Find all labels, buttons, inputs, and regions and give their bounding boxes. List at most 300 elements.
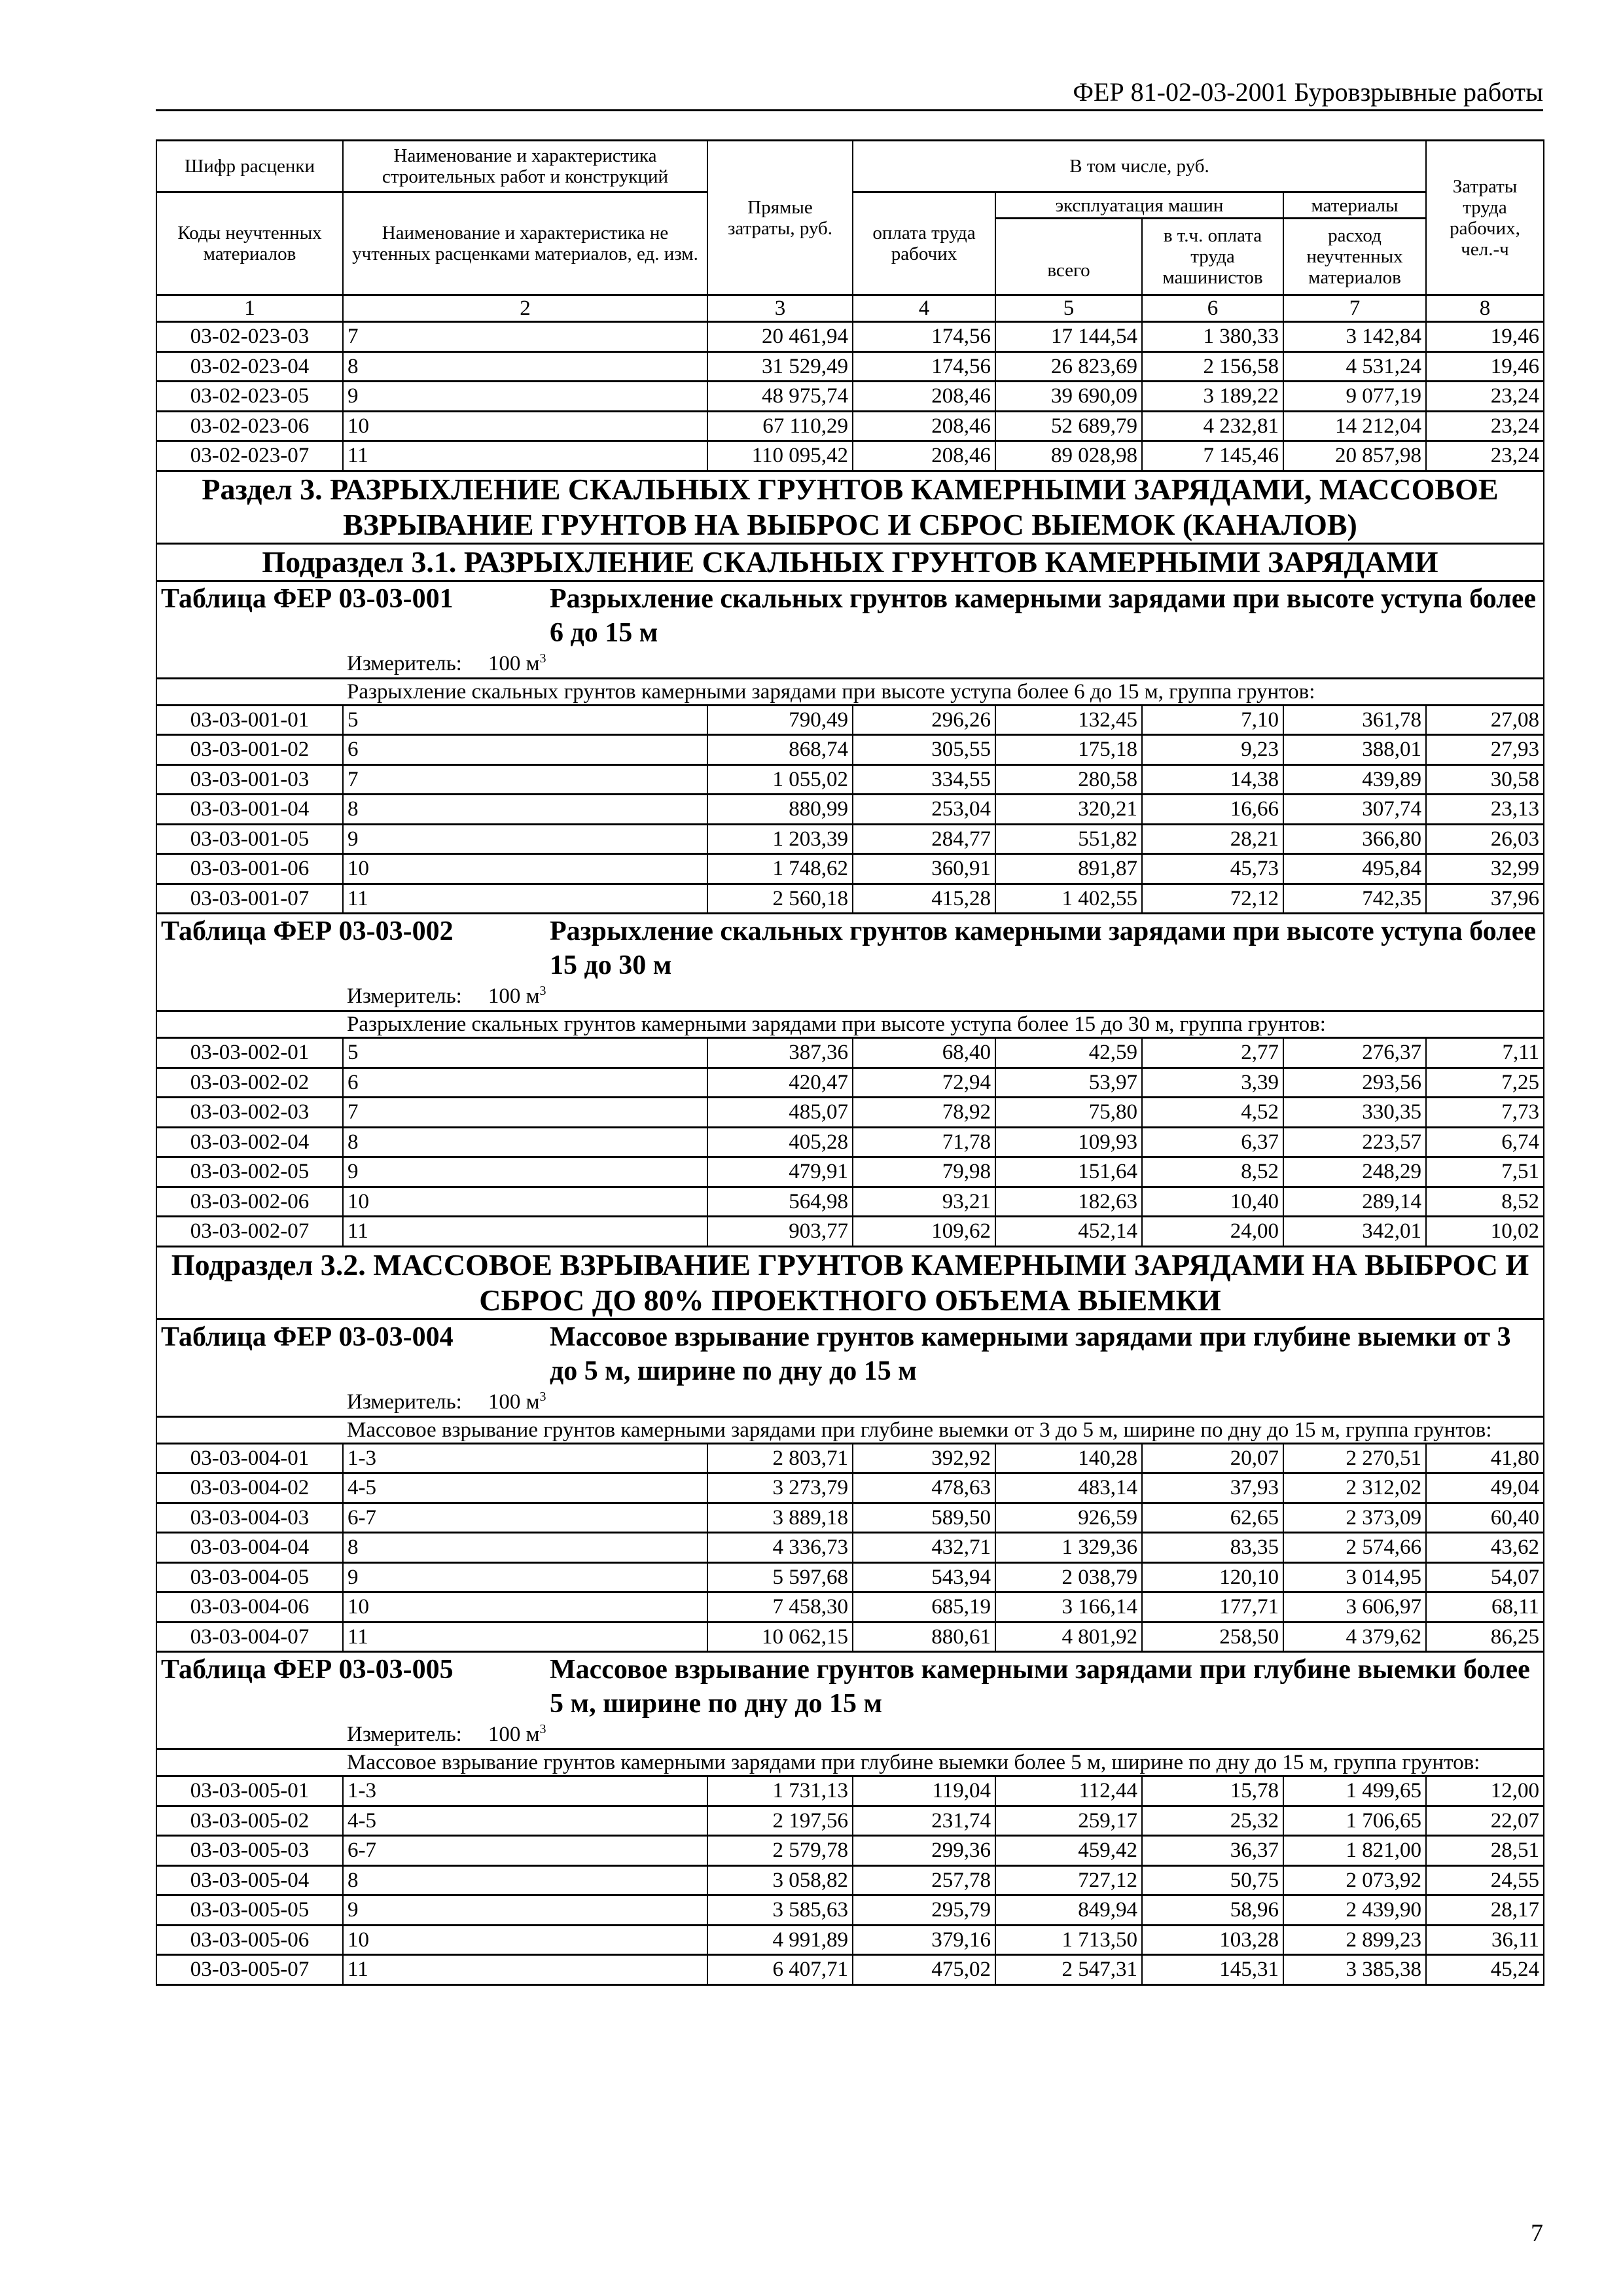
machinists-pay: 7,10 xyxy=(1142,705,1283,735)
labor-hours: 32,99 xyxy=(1426,854,1544,884)
labor-pay: 72,94 xyxy=(853,1067,995,1098)
materials: 361,78 xyxy=(1283,705,1426,735)
labor-hours: 27,93 xyxy=(1426,735,1544,765)
section-title: Раздел 3. РАЗРЫХЛЕНИЕ СКАЛЬНЫХ ГРУНТОВ КАМЕРНЫМИ ЗАРЯДАМИ, МАССОВОЕ ВЗРЫВАНИЕ ГРУНТОВ НА ВЫБРОС И СБРОС ВЫЕМОК (КАНАЛОВ) xyxy=(156,471,1544,543)
table-row xyxy=(156,1443,1544,1473)
labor-pay: 208,46 xyxy=(853,382,995,412)
measurer-label: Измеритель: xyxy=(347,1723,462,1746)
materials: 439,89 xyxy=(1283,764,1426,795)
machines-total: 26 823,69 xyxy=(995,351,1142,382)
col-header-including: В том числе, руб. xyxy=(853,141,1426,192)
machinists-pay: 3,39 xyxy=(1142,1067,1283,1098)
direct-cost: 3 058,82 xyxy=(707,1865,853,1895)
labor-pay: 174,56 xyxy=(853,351,995,382)
machinists-pay: 25,32 xyxy=(1142,1806,1283,1836)
soil-group: 10 xyxy=(343,1592,707,1623)
labor-hours: 30,58 xyxy=(1426,764,1544,795)
labor-pay: 543,94 xyxy=(853,1562,995,1592)
section-title: Подраздел 3.1. РАЗРЫХЛЕНИЕ СКАЛЬНЫХ ГРУНТОВ КАМЕРНЫМИ ЗАРЯДАМИ xyxy=(156,543,1544,581)
labor-pay: 109,62 xyxy=(853,1217,995,1247)
soil-group: 10 xyxy=(343,1187,707,1217)
col-header-machines-total: всего xyxy=(995,219,1142,295)
materials: 330,35 xyxy=(1283,1098,1426,1128)
machinists-pay: 58,96 xyxy=(1142,1895,1283,1926)
machinists-pay: 14,38 xyxy=(1142,764,1283,795)
machinists-pay: 8,52 xyxy=(1142,1157,1283,1187)
labor-pay: 589,50 xyxy=(853,1503,995,1533)
soil-group: 10 xyxy=(343,1925,707,1955)
direct-cost: 110 095,42 xyxy=(707,441,853,471)
materials: 289,14 xyxy=(1283,1187,1426,1217)
materials: 4 379,62 xyxy=(1283,1622,1426,1652)
rate-code: 03-03-005-02 xyxy=(156,1806,343,1836)
labor-hours: 28,51 xyxy=(1426,1836,1544,1866)
soil-group: 10 xyxy=(343,411,707,441)
soil-group: 8 xyxy=(343,1533,707,1563)
measurer-exponent: 3 xyxy=(539,1722,546,1736)
table-heading xyxy=(156,1319,1544,1416)
machinists-pay: 2,77 xyxy=(1142,1038,1283,1068)
measurer-value: 100 м xyxy=(488,984,540,1008)
materials: 2 899,23 xyxy=(1283,1925,1426,1955)
materials: 248,29 xyxy=(1283,1157,1426,1187)
machines-total: 1 713,50 xyxy=(995,1925,1142,1955)
table-row xyxy=(156,1955,1544,1985)
measurer-exponent: 3 xyxy=(539,984,546,998)
labor-pay: 71,78 xyxy=(853,1127,995,1157)
labor-hours: 54,07 xyxy=(1426,1562,1544,1592)
machinists-pay: 4,52 xyxy=(1142,1098,1283,1128)
labor-hours: 28,17 xyxy=(1426,1895,1544,1926)
table-row xyxy=(156,764,1544,795)
soil-group: 7 xyxy=(343,322,707,352)
measurer-exponent: 3 xyxy=(539,651,546,666)
table-row xyxy=(156,1622,1544,1652)
table-description: Разрыхление скальных грунтов камерными зарядами при высоте уступа более 15 до 30 м, группа грунтов: xyxy=(156,1011,1544,1038)
rate-code: 03-03-005-06 xyxy=(156,1925,343,1955)
materials: 2 073,92 xyxy=(1283,1865,1426,1895)
table-row xyxy=(156,1157,1544,1187)
direct-cost: 1 203,39 xyxy=(707,824,853,854)
machines-total: 849,94 xyxy=(995,1895,1142,1926)
labor-pay: 174,56 xyxy=(853,322,995,352)
table-heading xyxy=(156,581,1544,678)
labor-pay: 208,46 xyxy=(853,441,995,471)
table-row xyxy=(156,1865,1544,1895)
machines-total: 132,45 xyxy=(995,705,1142,735)
column-number: 3 xyxy=(707,295,853,322)
table-row xyxy=(156,1187,1544,1217)
machinists-pay: 145,31 xyxy=(1142,1955,1283,1985)
rate-code: 03-03-001-06 xyxy=(156,854,343,884)
direct-cost: 1 731,13 xyxy=(707,1776,853,1806)
machinists-pay: 103,28 xyxy=(1142,1925,1283,1955)
direct-cost: 387,36 xyxy=(707,1038,853,1068)
materials: 2 439,90 xyxy=(1283,1895,1426,1926)
machines-total: 483,14 xyxy=(995,1473,1142,1503)
table-row xyxy=(156,824,1544,854)
labor-pay: 299,36 xyxy=(853,1836,995,1866)
soil-group: 6 xyxy=(343,735,707,765)
soil-group: 11 xyxy=(343,884,707,914)
table-row xyxy=(156,1067,1544,1098)
table-description: Массовое взрывание грунтов камерными зарядами при глубине выемки от 3 до 5 м, ширине по дну до 15 м, группа грунтов: xyxy=(156,1416,1544,1443)
labor-hours: 10,02 xyxy=(1426,1217,1544,1247)
materials: 1 706,65 xyxy=(1283,1806,1426,1836)
machines-total: 75,80 xyxy=(995,1098,1142,1128)
col-header-code: Шифр расценки xyxy=(156,141,343,192)
machinists-pay: 16,66 xyxy=(1142,795,1283,825)
direct-cost: 31 529,49 xyxy=(707,351,853,382)
direct-cost: 790,49 xyxy=(707,705,853,735)
table-label: Таблица ФЕР 03-03-005 xyxy=(161,1655,454,1685)
labor-pay: 475,02 xyxy=(853,1955,995,1985)
soil-group: 9 xyxy=(343,1562,707,1592)
machines-total: 452,14 xyxy=(995,1217,1142,1247)
materials: 495,84 xyxy=(1283,854,1426,884)
materials: 223,57 xyxy=(1283,1127,1426,1157)
rate-code: 03-03-004-01 xyxy=(156,1443,343,1473)
direct-cost: 405,28 xyxy=(707,1127,853,1157)
machines-total: 2 038,79 xyxy=(995,1562,1142,1592)
materials: 4 531,24 xyxy=(1283,351,1426,382)
rate-code: 03-03-005-01 xyxy=(156,1776,343,1806)
labor-pay: 119,04 xyxy=(853,1776,995,1806)
materials: 2 270,51 xyxy=(1283,1443,1426,1473)
materials: 3 606,97 xyxy=(1283,1592,1426,1623)
table-description: Разрыхление скальных грунтов камерными зарядами при высоте уступа более 6 до 15 м, группа грунтов: xyxy=(156,678,1544,705)
machines-total: 17 144,54 xyxy=(995,322,1142,352)
table-row xyxy=(156,1217,1544,1247)
direct-cost: 880,99 xyxy=(707,795,853,825)
machinists-pay: 24,00 xyxy=(1142,1217,1283,1247)
measurer-label: Измеритель: xyxy=(347,984,462,1008)
machinists-pay: 7 145,46 xyxy=(1142,441,1283,471)
machinists-pay: 20,07 xyxy=(1142,1443,1283,1473)
measurer xyxy=(157,982,1543,1010)
column-number: 1 xyxy=(156,295,343,322)
labor-hours: 23,24 xyxy=(1426,411,1544,441)
direct-cost: 903,77 xyxy=(707,1217,853,1247)
machinists-pay: 37,93 xyxy=(1142,1473,1283,1503)
machines-total: 109,93 xyxy=(995,1127,1142,1157)
labor-hours: 7,73 xyxy=(1426,1098,1544,1128)
table-heading xyxy=(156,1652,1544,1749)
rate-code: 03-03-001-07 xyxy=(156,884,343,914)
table-description: Массовое взрывание грунтов камерными зарядами при глубине выемки более 5 м, ширине по дну до 15 м, группа грунтов: xyxy=(156,1749,1544,1776)
col-header-materials: материалы xyxy=(1283,192,1426,219)
rate-code: 03-03-004-04 xyxy=(156,1533,343,1563)
labor-hours: 8,52 xyxy=(1426,1187,1544,1217)
soil-group: 1-3 xyxy=(343,1776,707,1806)
labor-pay: 93,21 xyxy=(853,1187,995,1217)
col-header-direct: Прямые затраты, руб. xyxy=(707,141,853,295)
col-header-codes-unaccounted: Коды неучтенных материалов xyxy=(156,192,343,295)
soil-group: 10 xyxy=(343,854,707,884)
soil-group: 11 xyxy=(343,441,707,471)
measurer-value: 100 м xyxy=(488,651,540,675)
machines-total: 89 028,98 xyxy=(995,441,1142,471)
machinists-pay: 2 156,58 xyxy=(1142,351,1283,382)
labor-pay: 685,19 xyxy=(853,1592,995,1623)
machinists-pay: 6,37 xyxy=(1142,1127,1283,1157)
measurer xyxy=(157,650,1543,677)
machines-total: 112,44 xyxy=(995,1776,1142,1806)
materials: 3 385,38 xyxy=(1283,1955,1426,1985)
direct-cost: 2 579,78 xyxy=(707,1836,853,1866)
page-number: 7 xyxy=(1531,2219,1543,2247)
table-row xyxy=(156,1503,1544,1533)
labor-hours: 60,40 xyxy=(1426,1503,1544,1533)
soil-group: 11 xyxy=(343,1622,707,1652)
direct-cost: 4 991,89 xyxy=(707,1925,853,1955)
labor-hours: 7,51 xyxy=(1426,1157,1544,1187)
table-title: Массовое взрывание грунтов камерными зарядами при глубине выемки более 5 м, ширине по дну до 15 м xyxy=(550,1655,1530,1719)
labor-hours: 36,11 xyxy=(1426,1925,1544,1955)
rate-code: 03-03-004-03 xyxy=(156,1503,343,1533)
table-row xyxy=(156,1776,1544,1806)
labor-hours: 45,24 xyxy=(1426,1955,1544,1985)
rate-code: 03-03-005-07 xyxy=(156,1955,343,1985)
col-header-machines-pay: в т.ч. оплата труда машинистов xyxy=(1142,219,1283,295)
machinists-pay: 1 380,33 xyxy=(1142,322,1283,352)
labor-hours: 23,24 xyxy=(1426,441,1544,471)
table-row xyxy=(156,1592,1544,1623)
table-row xyxy=(156,1098,1544,1128)
measurer-label: Измеритель: xyxy=(347,651,462,675)
measurer-value: 100 м xyxy=(488,1723,540,1746)
labor-hours: 7,11 xyxy=(1426,1038,1544,1068)
direct-cost: 48 975,74 xyxy=(707,382,853,412)
rate-code: 03-03-004-02 xyxy=(156,1473,343,1503)
labor-pay: 68,40 xyxy=(853,1038,995,1068)
soil-group: 6-7 xyxy=(343,1503,707,1533)
labor-pay: 880,61 xyxy=(853,1622,995,1652)
machinists-pay: 28,21 xyxy=(1142,824,1283,854)
labor-hours: 41,80 xyxy=(1426,1443,1544,1473)
labor-pay: 305,55 xyxy=(853,735,995,765)
document-header: ФЕР 81-02-03-2001 Буровзрывные работы xyxy=(156,77,1543,111)
machines-total: 39 690,09 xyxy=(995,382,1142,412)
direct-cost: 3 273,79 xyxy=(707,1473,853,1503)
direct-cost: 1 748,62 xyxy=(707,854,853,884)
direct-cost: 10 062,15 xyxy=(707,1622,853,1652)
measurer-label: Измеритель: xyxy=(347,1390,462,1414)
soil-group: 8 xyxy=(343,795,707,825)
machines-total: 140,28 xyxy=(995,1443,1142,1473)
soil-group: 11 xyxy=(343,1217,707,1247)
section-title: Подраздел 3.2. МАССОВОЕ ВЗРЫВАНИЕ ГРУНТОВ КАМЕРНЫМИ ЗАРЯДАМИ НА ВЫБРОС И СБРОС ДО 80% ПРОЕКТНОГО ОБЪЕМА ВЫЕМКИ xyxy=(156,1246,1544,1319)
column-number: 2 xyxy=(343,295,707,322)
labor-pay: 296,26 xyxy=(853,705,995,735)
materials: 276,37 xyxy=(1283,1038,1426,1068)
labor-hours: 6,74 xyxy=(1426,1127,1544,1157)
rate-code: 03-02-023-06 xyxy=(156,411,343,441)
direct-cost: 2 197,56 xyxy=(707,1806,853,1836)
table-row xyxy=(156,884,1544,914)
direct-cost: 3 889,18 xyxy=(707,1503,853,1533)
table-title: Массовое взрывание грунтов камерными зарядами при глубине выемки от 3 до 5 м, ширине по дну до 15 м xyxy=(550,1321,1511,1386)
soil-group: 9 xyxy=(343,824,707,854)
column-number: 5 xyxy=(995,295,1142,322)
table-row xyxy=(156,351,1544,382)
labor-pay: 284,77 xyxy=(853,824,995,854)
table-row xyxy=(156,411,1544,441)
labor-hours: 22,07 xyxy=(1426,1806,1544,1836)
materials: 3 014,95 xyxy=(1283,1562,1426,1592)
table-row xyxy=(156,322,1544,352)
machinists-pay: 258,50 xyxy=(1142,1622,1283,1652)
labor-pay: 295,79 xyxy=(853,1895,995,1926)
machinists-pay: 10,40 xyxy=(1142,1187,1283,1217)
rate-code: 03-02-023-05 xyxy=(156,382,343,412)
machines-total: 926,59 xyxy=(995,1503,1142,1533)
machines-total: 2 547,31 xyxy=(995,1955,1142,1985)
measurer-exponent: 3 xyxy=(539,1389,546,1404)
soil-group: 7 xyxy=(343,764,707,795)
rate-code: 03-03-002-03 xyxy=(156,1098,343,1128)
machines-total: 52 689,79 xyxy=(995,411,1142,441)
soil-group: 6-7 xyxy=(343,1836,707,1866)
rate-code: 03-03-002-04 xyxy=(156,1127,343,1157)
machines-total: 4 801,92 xyxy=(995,1622,1142,1652)
table-row xyxy=(156,1895,1544,1926)
rates-table xyxy=(156,139,1544,1986)
labor-hours: 37,96 xyxy=(1426,884,1544,914)
soil-group: 9 xyxy=(343,382,707,412)
column-number: 6 xyxy=(1142,295,1283,322)
direct-cost: 420,47 xyxy=(707,1067,853,1098)
rate-code: 03-03-004-06 xyxy=(156,1592,343,1623)
materials: 9 077,19 xyxy=(1283,382,1426,412)
measurer xyxy=(157,1388,1543,1416)
direct-cost: 2 803,71 xyxy=(707,1443,853,1473)
machinists-pay: 3 189,22 xyxy=(1142,382,1283,412)
direct-cost: 868,74 xyxy=(707,735,853,765)
table-row xyxy=(156,735,1544,765)
materials: 2 373,09 xyxy=(1283,1503,1426,1533)
table-row xyxy=(156,705,1544,735)
materials: 742,35 xyxy=(1283,884,1426,914)
machinists-pay: 36,37 xyxy=(1142,1836,1283,1866)
machinists-pay: 62,65 xyxy=(1142,1503,1283,1533)
table-label: Таблица ФЕР 03-03-004 xyxy=(161,1321,454,1352)
labor-hours: 26,03 xyxy=(1426,824,1544,854)
table-row xyxy=(156,795,1544,825)
labor-hours: 19,46 xyxy=(1426,351,1544,382)
col-header-name: Наименование и характеристика строительных работ и конструкций xyxy=(343,141,707,192)
materials: 366,80 xyxy=(1283,824,1426,854)
materials: 388,01 xyxy=(1283,735,1426,765)
column-number: 4 xyxy=(853,295,995,322)
materials: 2 312,02 xyxy=(1283,1473,1426,1503)
machines-total: 727,12 xyxy=(995,1865,1142,1895)
direct-cost: 6 407,71 xyxy=(707,1955,853,1985)
table-row xyxy=(156,854,1544,884)
labor-pay: 360,91 xyxy=(853,854,995,884)
labor-pay: 257,78 xyxy=(853,1865,995,1895)
labor-hours: 27,08 xyxy=(1426,705,1544,735)
rate-code: 03-03-001-04 xyxy=(156,795,343,825)
soil-group: 6 xyxy=(343,1067,707,1098)
materials: 307,74 xyxy=(1283,795,1426,825)
labor-pay: 79,98 xyxy=(853,1157,995,1187)
rate-code: 03-03-001-01 xyxy=(156,705,343,735)
rate-code: 03-02-023-03 xyxy=(156,322,343,352)
column-number: 8 xyxy=(1426,295,1544,322)
table-heading xyxy=(156,914,1544,1011)
machinists-pay: 15,78 xyxy=(1142,1776,1283,1806)
machinists-pay: 177,71 xyxy=(1142,1592,1283,1623)
soil-group: 4-5 xyxy=(343,1473,707,1503)
measurer xyxy=(157,1721,1543,1748)
col-header-materials-unaccounted: расход неучтенных материалов xyxy=(1283,219,1426,295)
labor-hours: 23,24 xyxy=(1426,382,1544,412)
rate-code: 03-03-001-05 xyxy=(156,824,343,854)
labor-pay: 334,55 xyxy=(853,764,995,795)
machines-total: 1 329,36 xyxy=(995,1533,1142,1563)
table-row xyxy=(156,1925,1544,1955)
rate-code: 03-03-005-05 xyxy=(156,1895,343,1926)
soil-group: 8 xyxy=(343,1127,707,1157)
measurer-value: 100 м xyxy=(488,1390,540,1414)
rate-code: 03-03-001-03 xyxy=(156,764,343,795)
table-row xyxy=(156,1038,1544,1068)
rate-code: 03-03-002-01 xyxy=(156,1038,343,1068)
machines-total: 53,97 xyxy=(995,1067,1142,1098)
direct-cost: 564,98 xyxy=(707,1187,853,1217)
labor-pay: 231,74 xyxy=(853,1806,995,1836)
rate-code: 03-02-023-04 xyxy=(156,351,343,382)
materials: 3 142,84 xyxy=(1283,322,1426,352)
soil-group: 4-5 xyxy=(343,1806,707,1836)
rate-code: 03-03-004-05 xyxy=(156,1562,343,1592)
labor-hours: 24,55 xyxy=(1426,1865,1544,1895)
materials: 1 821,00 xyxy=(1283,1836,1426,1866)
labor-hours: 7,25 xyxy=(1426,1067,1544,1098)
machines-total: 551,82 xyxy=(995,824,1142,854)
column-number: 7 xyxy=(1283,295,1426,322)
table-row xyxy=(156,382,1544,412)
labor-hours: 12,00 xyxy=(1426,1776,1544,1806)
labor-hours: 23,13 xyxy=(1426,795,1544,825)
rate-code: 03-03-002-06 xyxy=(156,1187,343,1217)
labor-hours: 43,62 xyxy=(1426,1533,1544,1563)
table-title: Разрыхление скальных грунтов камерными зарядами при высоте уступа более 6 до 15 м xyxy=(550,583,1536,648)
materials: 1 499,65 xyxy=(1283,1776,1426,1806)
table-label: Таблица ФЕР 03-03-001 xyxy=(161,583,454,614)
machines-total: 459,42 xyxy=(995,1836,1142,1866)
col-header-labor-pay: оплата труда рабочих xyxy=(853,192,995,295)
machinists-pay: 45,73 xyxy=(1142,854,1283,884)
direct-cost: 5 597,68 xyxy=(707,1562,853,1592)
labor-hours: 19,46 xyxy=(1426,322,1544,352)
table-row xyxy=(156,1127,1544,1157)
materials: 293,56 xyxy=(1283,1067,1426,1098)
table-row xyxy=(156,1806,1544,1836)
direct-cost: 1 055,02 xyxy=(707,764,853,795)
direct-cost: 67 110,29 xyxy=(707,411,853,441)
soil-group: 5 xyxy=(343,1038,707,1068)
machinists-pay: 72,12 xyxy=(1142,884,1283,914)
materials: 14 212,04 xyxy=(1283,411,1426,441)
labor-pay: 379,16 xyxy=(853,1925,995,1955)
labor-pay: 253,04 xyxy=(853,795,995,825)
rate-code: 03-03-002-02 xyxy=(156,1067,343,1098)
labor-hours: 86,25 xyxy=(1426,1622,1544,1652)
materials: 342,01 xyxy=(1283,1217,1426,1247)
soil-group: 8 xyxy=(343,1865,707,1895)
